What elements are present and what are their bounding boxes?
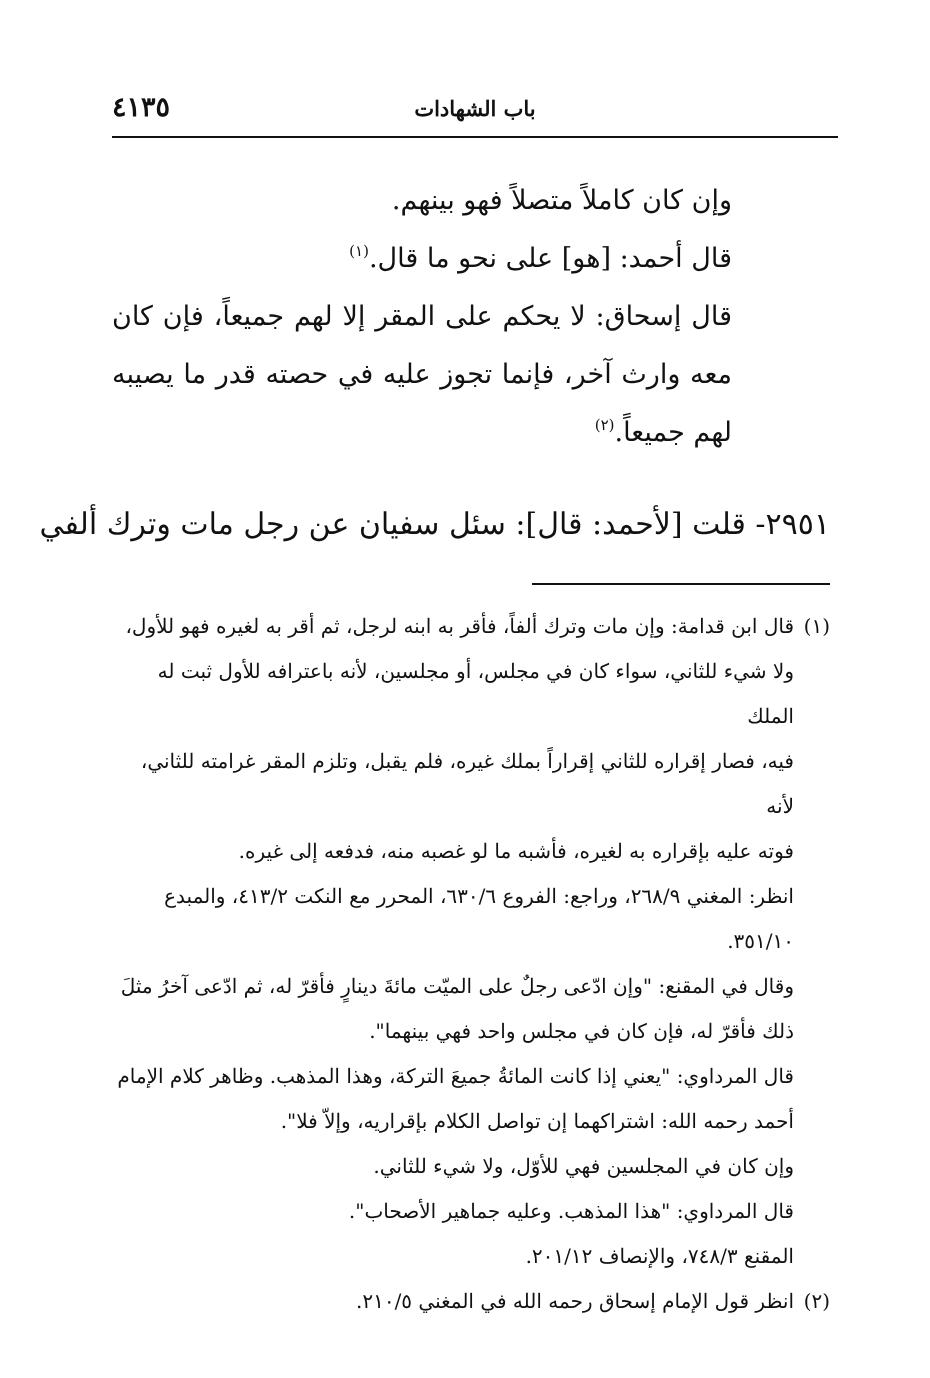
main-line: قال إسحاق: لا يحكم على المقر إلا لهم جميعاً، فإن كان معه وارث آخر، فإنما تجوز عليه في حصته قدر ما يصيبه لهم جميعاً. xyxy=(112,301,732,448)
page-number: ٤١٣٥ xyxy=(112,92,171,123)
footnote-line: وقال في المقنع: "وإن ادّعى رجلٌ على الميّت مائةَ دينارٍ فأقرّ له، ثم ادّعى آخرُ مثلَ xyxy=(120,974,794,998)
footnote-marker: (٢) xyxy=(594,416,615,434)
footnote-marker: (١) xyxy=(349,242,369,260)
footnotes xyxy=(112,604,830,1324)
footnote-separator xyxy=(532,583,830,585)
footnote-line: ولا شيء للثاني، سواء كان في مجلس، أو مجلسين، لأنه باعترافه للأول ثبت له الملك xyxy=(157,659,794,728)
footnote-line: انظر: المغني ٢٦٨/٩، وراجع: الفروع ٦٣٠/٦، المحرر مع النكت ٤١٣/٢، والمبدع xyxy=(164,884,794,908)
running-head: باب الشهادات xyxy=(414,96,536,121)
main-text xyxy=(112,172,732,462)
main-paragraph xyxy=(112,288,732,462)
footnote-line: ٣٥١/١٠. xyxy=(727,929,794,953)
main-paragraph xyxy=(112,230,732,288)
main-line: قال أحمد: [هو] على نحو ما قال. xyxy=(368,243,732,274)
footnote-1 xyxy=(112,604,830,1279)
footnote-line: قال المرداوي: "هذا المذهب. وعليه جماهير الأصحاب". xyxy=(348,1199,794,1223)
footnote-line: وإن كان في المجلسين فهي للأوّل، ولا شيء للثاني. xyxy=(373,1154,794,1178)
footnote-2 xyxy=(112,1279,830,1324)
main-line: وإن كان كاملاً متصلاً فهو بينهم. xyxy=(391,185,732,216)
main-paragraph xyxy=(112,172,732,230)
footnote-line: فيه، فصار إقراره للثاني إقراراً بملك غيره، فلم يقبل، وتلزم المقر غرامته للثاني، لأنه xyxy=(140,749,794,818)
footnote-line: المقنع ٧٤٨/٣، والإنصاف ٢٠١/١٢. xyxy=(525,1244,794,1268)
footnote-line: قال المرداوي: "يعني إذا كانت المائةُ جميعَ التركة، وهذا المذهب. وظاهر كلام الإمام xyxy=(117,1064,794,1088)
footnote-line: فوته عليه بإقراره به لغيره، فأشبه ما لو غصبه منه، فدفعه إلى غيره. xyxy=(238,839,794,863)
footnote-line: (٢)انظر قول الإمام إسحاق رحمه الله في المغني ٢١٠/٥. xyxy=(112,1279,830,1324)
footnote-number: (٢) xyxy=(803,1289,830,1313)
footnote-line: (١)قال ابن قدامة: وإن مات وترك ألفاً، فأقر به ابنه لرجل، ثم أقر به لغيره فهو للأول، xyxy=(112,604,830,649)
footnote-line: ذلك فأقرّ له، فإن كان في مجلس واحد فهي بينهما". xyxy=(369,1019,794,1043)
footnote-number: (١) xyxy=(803,614,830,638)
footnote-line: أحمد رحمه الله: اشتراكهما إن تواصل الكلام بإقراريه، وإلاّ فلا". xyxy=(280,1109,794,1133)
numbered-entry: ٢٩٥١- قلت [لأحمد: قال]: سئل سفيان عن رجل مات وترك ألفي xyxy=(39,507,830,542)
page-header xyxy=(112,92,838,138)
